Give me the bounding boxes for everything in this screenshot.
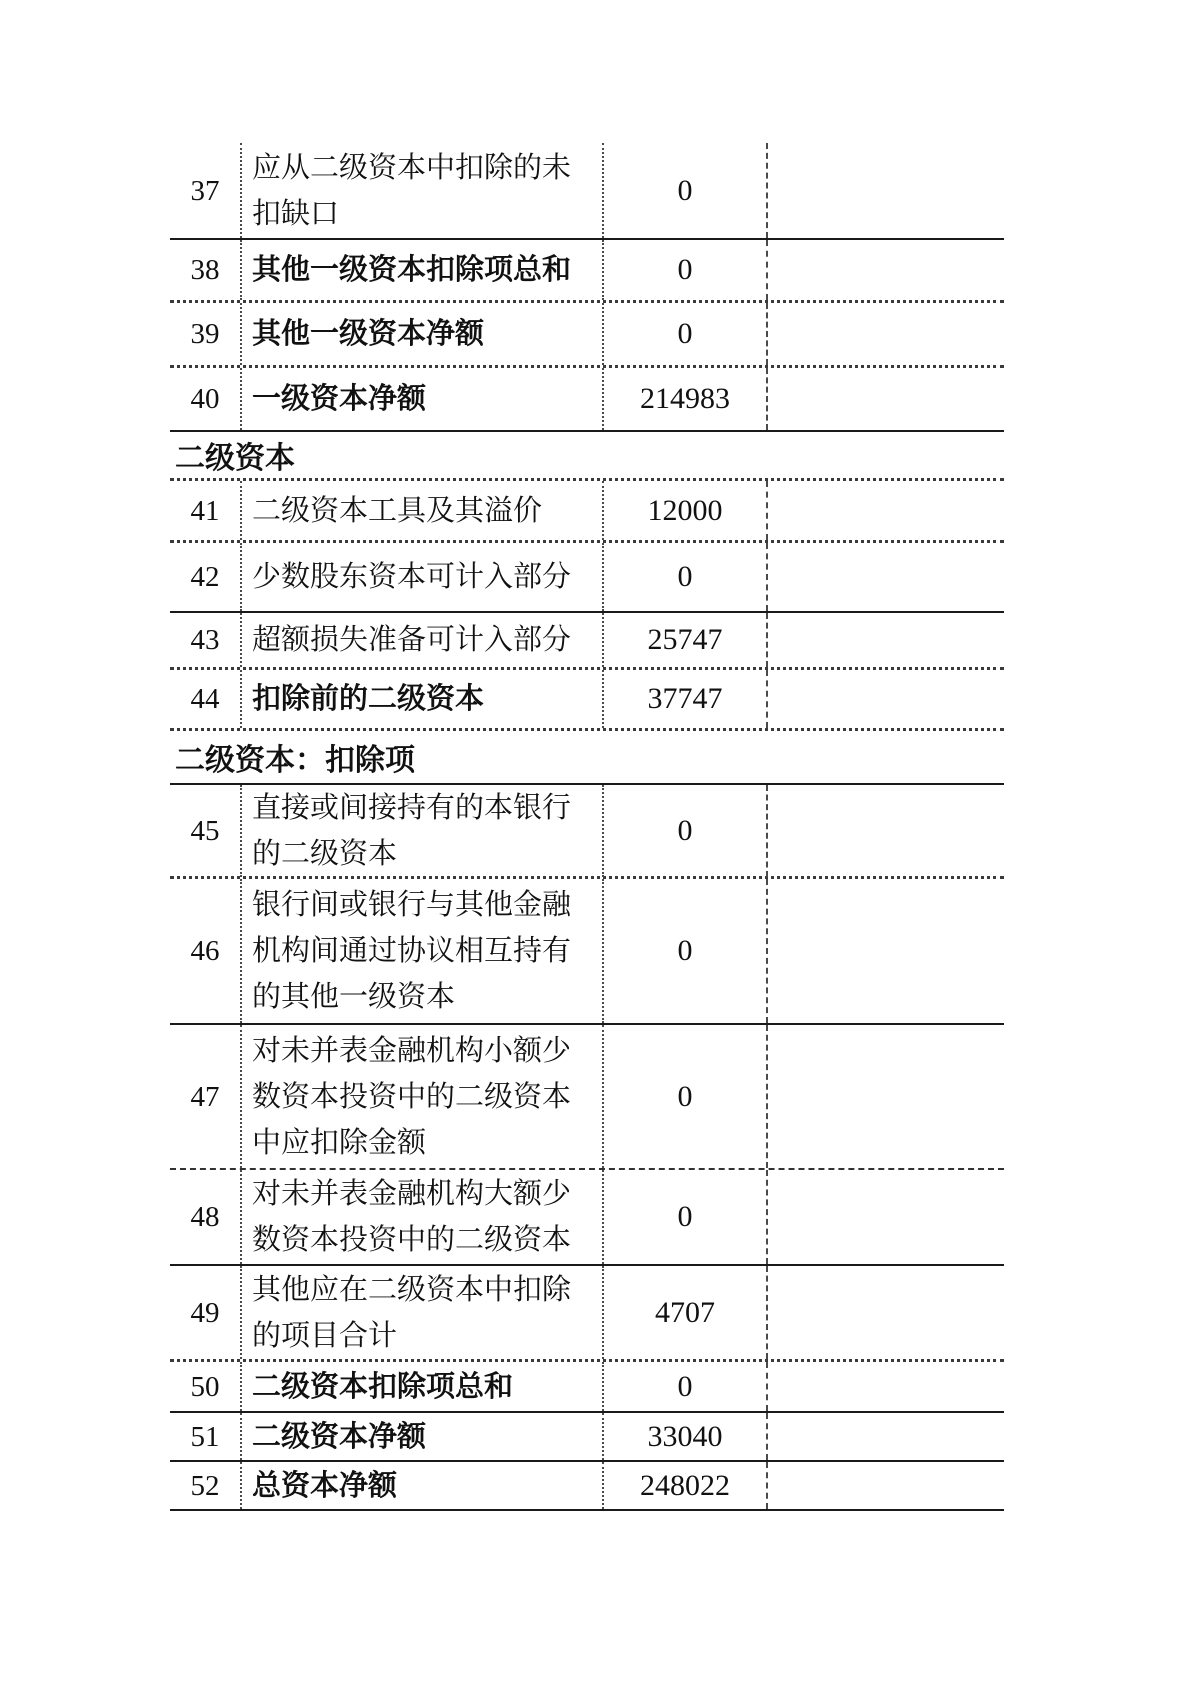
row-label-cell: 二级资本扣除项总和 (242, 1362, 604, 1411)
row-number-cell: 47 (170, 1025, 242, 1168)
row-empty-cell (768, 785, 1004, 877)
row-empty-cell (768, 1170, 1004, 1264)
section-title: 二级资本：扣除项 (175, 744, 415, 777)
row-empty-cell (768, 303, 1004, 365)
row-empty-cell (768, 1362, 1004, 1411)
row-label-cell: 少数股东资本可计入部分 (242, 543, 604, 611)
row-value-cell: 0 (604, 143, 768, 238)
table-row-46 (170, 879, 1004, 1025)
table-row-51 (170, 1413, 1004, 1462)
row-label-cell: 应从二级资本中扣除的未扣缺口 (242, 143, 604, 238)
row-label-cell: 其他一级资本扣除项总和 (242, 240, 604, 300)
row-value-cell: 0 (604, 240, 768, 300)
row-empty-cell (768, 1462, 1004, 1509)
row-number-cell: 50 (170, 1362, 242, 1411)
row-value-cell: 4707 (604, 1266, 768, 1359)
row-value-cell: 0 (604, 303, 768, 365)
table-row-48 (170, 1170, 1004, 1266)
section-title: 二级资本 (175, 442, 295, 475)
row-number-cell: 37 (170, 143, 242, 238)
row-label-cell: 扣除前的二级资本 (242, 670, 604, 728)
table-row-52 (170, 1462, 1004, 1511)
table-row-40 (170, 368, 1004, 432)
row-value-cell: 214983 (604, 368, 768, 430)
row-value-cell: 0 (604, 1362, 768, 1411)
row-value-cell: 0 (604, 1025, 768, 1168)
row-empty-cell (768, 879, 1004, 1023)
row-value-cell: 248022 (604, 1462, 768, 1509)
row-value-cell: 33040 (604, 1413, 768, 1460)
table-row-41 (170, 481, 1004, 543)
section-header-tier2-deductions (170, 731, 1004, 785)
table-row-42 (170, 543, 1004, 613)
row-number-cell: 40 (170, 368, 242, 430)
row-value-cell: 0 (604, 785, 768, 877)
row-number-cell: 49 (170, 1266, 242, 1359)
row-empty-cell (768, 543, 1004, 611)
row-empty-cell (768, 670, 1004, 728)
row-label-cell: 其他一级资本净额 (242, 303, 604, 365)
capital-composition-table (170, 143, 1004, 1511)
row-label-cell: 银行间或银行与其他金融机构间通过协议相互持有的其他一级资本 (242, 879, 604, 1023)
row-number-cell: 39 (170, 303, 242, 365)
row-empty-cell (768, 240, 1004, 300)
row-value-cell: 0 (604, 879, 768, 1023)
table-row-43 (170, 613, 1004, 670)
row-number-cell: 46 (170, 879, 242, 1023)
row-empty-cell (768, 1266, 1004, 1359)
row-number-cell: 52 (170, 1462, 242, 1509)
row-number-cell: 45 (170, 785, 242, 877)
table-row-45 (170, 785, 1004, 879)
table-row-47 (170, 1025, 1004, 1170)
row-value-cell: 25747 (604, 613, 768, 667)
row-number-cell: 42 (170, 543, 242, 611)
section-header-tier2 (170, 432, 1004, 481)
table-row-38 (170, 240, 1004, 303)
row-number-cell: 44 (170, 670, 242, 728)
table-row-44 (170, 670, 1004, 731)
row-number-cell: 38 (170, 240, 242, 300)
row-empty-cell (768, 143, 1004, 238)
row-value-cell: 0 (604, 543, 768, 611)
row-empty-cell (768, 368, 1004, 430)
row-label-cell: 一级资本净额 (242, 368, 604, 430)
row-value-cell: 12000 (604, 481, 768, 540)
table-row-39 (170, 303, 1004, 368)
row-empty-cell (768, 481, 1004, 540)
row-number-cell: 43 (170, 613, 242, 667)
table-row-37 (170, 143, 1004, 240)
row-number-cell: 48 (170, 1170, 242, 1264)
table-row-50 (170, 1362, 1004, 1413)
row-label-cell: 直接或间接持有的本银行的二级资本 (242, 785, 604, 877)
row-label-cell: 对未并表金融机构大额少数资本投资中的二级资本 (242, 1170, 604, 1264)
row-label-cell: 二级资本工具及其溢价 (242, 481, 604, 540)
row-value-cell: 0 (604, 1170, 768, 1264)
row-empty-cell (768, 1413, 1004, 1460)
table-row-49 (170, 1266, 1004, 1362)
row-empty-cell (768, 1025, 1004, 1168)
row-empty-cell (768, 613, 1004, 667)
row-label-cell: 其他应在二级资本中扣除的项目合计 (242, 1266, 604, 1359)
row-label-cell: 总资本净额 (242, 1462, 604, 1509)
row-label-cell: 二级资本净额 (242, 1413, 604, 1460)
row-number-cell: 41 (170, 481, 242, 540)
row-number-cell: 51 (170, 1413, 242, 1460)
row-label-cell: 对未并表金融机构小额少数资本投资中的二级资本中应扣除金额 (242, 1025, 604, 1168)
row-value-cell: 37747 (604, 670, 768, 728)
row-label-cell: 超额损失准备可计入部分 (242, 613, 604, 667)
